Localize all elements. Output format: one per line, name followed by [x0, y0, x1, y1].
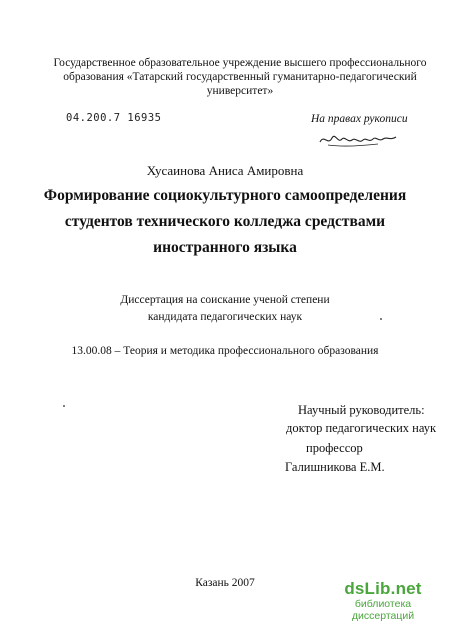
institution-line-3: университет»	[206, 85, 274, 97]
specialty-code: 13.00.08 – Теория и методика профессионального образования	[71, 345, 379, 357]
degree-line-1: Диссертация на соискание ученой степени	[120, 294, 330, 306]
scan-speck	[380, 318, 382, 320]
author-name: Хусаинова Аниса Амировна	[146, 163, 304, 178]
city-year: Казань 2007	[195, 577, 255, 589]
institution-header	[40, 56, 440, 98]
scan-speck	[63, 405, 65, 407]
manuscript-rights-note: На правах рукописи	[311, 113, 408, 125]
degree-line-2: кандидата педагогических наук	[147, 311, 303, 323]
library-stamp-number: 04.200.7 16935	[66, 112, 162, 124]
institution-line-2: образования «Татарский государственный гуманитарно-педагогический	[63, 71, 417, 83]
dissertation-title	[0, 183, 450, 261]
supervisor-name: Галишникова Е.М.	[285, 460, 385, 474]
title-line-2: студентов технического колледжа средствами	[64, 213, 386, 230]
title-line-1: Формирование социокультурного самоопределения	[43, 187, 407, 204]
watermark-subtitle: библиотека диссертаций	[351, 598, 415, 622]
title-line-3: иностранного языка	[153, 239, 297, 256]
handwritten-signature	[318, 128, 398, 150]
watermark-logo: dsLib.net	[344, 579, 422, 598]
supervisor-degree: доктор педагогических наук	[286, 421, 437, 435]
supervisor-rank: профессор	[306, 441, 363, 455]
degree-statement	[0, 292, 450, 326]
supervisor-heading: Научный руководитель:	[298, 403, 425, 417]
institution-line-1: Государственное образовательное учреждение высшего профессионального	[53, 57, 427, 69]
dslib-watermark	[324, 579, 442, 622]
